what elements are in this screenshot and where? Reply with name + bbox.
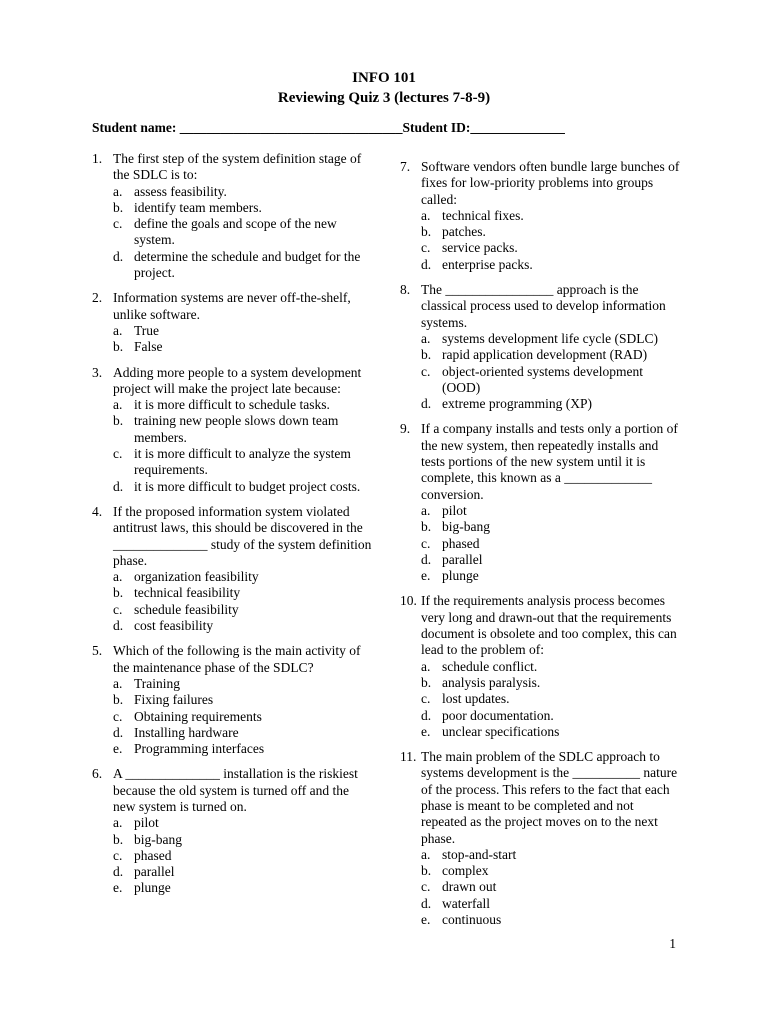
answer-option <box>113 676 374 692</box>
answer-options <box>421 331 682 412</box>
answer-options <box>421 659 682 740</box>
option-letter: b. <box>113 413 124 429</box>
answer-options <box>113 323 374 356</box>
question-stem: If the proposed information system violated antitrust laws, this should be discovered in the ______________ study of the system definition phase. <box>113 503 372 568</box>
option-letter: d. <box>113 478 124 494</box>
option-text: define the goals and scope of the new system. <box>134 216 337 248</box>
option-letter: c. <box>421 363 431 379</box>
option-text: Training <box>134 675 181 691</box>
answer-options <box>421 503 682 584</box>
option-letter: e. <box>421 723 431 739</box>
answer-option <box>421 396 682 412</box>
answer-option <box>421 224 682 240</box>
option-text: complex <box>442 863 489 879</box>
answer-option <box>113 741 374 757</box>
answer-options <box>113 815 374 896</box>
option-text: extreme programming (XP) <box>442 396 592 412</box>
answer-option <box>421 364 682 397</box>
option-letter: d. <box>421 256 432 272</box>
question-number: 8. <box>400 282 411 298</box>
answer-option <box>421 503 682 519</box>
option-letter: b. <box>421 674 432 690</box>
answer-option <box>113 848 374 864</box>
option-letter: e. <box>113 880 123 896</box>
option-letter: d. <box>421 707 432 723</box>
option-text: True <box>134 322 160 338</box>
answer-option <box>421 691 682 707</box>
option-text: determine the schedule and budget for the project. <box>134 248 361 281</box>
option-letter: b. <box>113 692 124 708</box>
option-letter: a. <box>113 183 123 199</box>
answer-option <box>113 249 374 282</box>
document-header <box>0 68 768 108</box>
question-number: 5. <box>92 643 103 659</box>
answer-option <box>421 331 682 347</box>
student-id-blank: ______________ <box>470 120 565 135</box>
answer-option <box>113 397 374 413</box>
answer-option <box>113 832 374 848</box>
answer-option <box>113 864 374 880</box>
question-item <box>400 159 682 273</box>
option-letter: b. <box>421 224 432 240</box>
option-letter: c. <box>113 847 123 863</box>
question-stem: Software vendors often bundle large bunches of fixes for low-priority problems into groups called: <box>421 159 680 207</box>
option-text: plunge <box>134 880 171 896</box>
option-letter: d. <box>421 551 432 567</box>
answer-option <box>421 675 682 691</box>
option-letter: c. <box>421 879 431 895</box>
option-letter: a. <box>421 207 431 223</box>
question-stem: Information systems are never off-the-shelf, unlike software. <box>113 290 351 322</box>
option-letter: a. <box>421 658 431 674</box>
option-text: Programming interfaces <box>134 741 265 757</box>
question-item <box>400 749 682 928</box>
answer-option <box>113 815 374 831</box>
option-text: parallel <box>134 864 175 880</box>
question-item <box>400 282 682 412</box>
option-text: big-bang <box>442 519 490 535</box>
answer-option <box>421 519 682 535</box>
answer-option <box>421 724 682 740</box>
answer-option <box>113 216 374 249</box>
option-text: it is more difficult to analyze the system requirements. <box>134 446 351 478</box>
question-item <box>92 365 374 495</box>
answer-option <box>113 880 374 896</box>
option-letter: b. <box>113 831 124 847</box>
answer-option <box>421 708 682 724</box>
question-item <box>92 290 374 355</box>
option-text: schedule feasibility <box>134 601 239 617</box>
answer-option <box>421 536 682 552</box>
page-number: 1 <box>669 936 676 951</box>
option-letter: d. <box>113 864 124 880</box>
option-text: waterfall <box>442 895 490 911</box>
option-text: enterprise packs. <box>442 256 533 272</box>
question-item <box>92 643 374 757</box>
question-stem: If the requirements analysis process becomes very long and drawn-out that the requirements document is obsolete and too complex, this can lead to the problem of: <box>421 593 677 658</box>
option-text: organization feasibility <box>134 569 259 585</box>
quiz-title: Reviewing Quiz 3 (lectures 7-8-9) <box>277 90 491 106</box>
option-letter: a. <box>421 502 431 518</box>
answer-option <box>421 240 682 256</box>
question-number: 3. <box>92 364 103 380</box>
option-text: technical feasibility <box>134 585 241 601</box>
question-stem: A ______________ installation is the riskiest because the old system is turned off and the new system is turned on. <box>113 766 358 814</box>
option-letter: a. <box>113 675 123 691</box>
student-name-blank: _________________________________ <box>179 120 403 135</box>
option-text: assess feasibility. <box>134 183 227 199</box>
option-text: systems development life cycle (SDLC) <box>442 330 658 346</box>
answer-option <box>113 479 374 495</box>
student-info-line <box>92 120 565 136</box>
question-stem: The main problem of the SDLC approach to systems development is the __________ nature of the process. This refers to the fact that each phase is meant to be completed and not repeated as the project moves on to the next phase. <box>421 749 678 846</box>
answer-options <box>113 676 374 757</box>
question-number: 6. <box>92 766 103 782</box>
answer-option <box>113 323 374 339</box>
answer-option <box>421 347 682 363</box>
course-code: INFO 101 <box>352 70 416 86</box>
student-id-label: Student ID: <box>402 120 471 135</box>
answer-option <box>421 257 682 273</box>
answer-option <box>113 618 374 634</box>
option-letter: a. <box>113 569 123 585</box>
option-letter: e. <box>113 741 123 757</box>
option-text: False <box>134 339 163 355</box>
question-stem: The first step of the system definition stage of the SDLC is to: <box>113 151 362 183</box>
question-number: 11. <box>400 749 417 765</box>
answer-option <box>421 896 682 912</box>
answer-option <box>421 847 682 863</box>
option-letter: b. <box>113 585 124 601</box>
question-stem: If a company installs and tests only a portion of the new system, then repeatedly installs and tests portions of the new system until it is complete, this known as a _____________ conversion. <box>421 421 678 502</box>
option-letter: d. <box>113 618 124 634</box>
left-column <box>92 151 374 906</box>
option-letter: c. <box>113 708 123 724</box>
answer-option <box>421 659 682 675</box>
option-letter: e. <box>421 912 431 928</box>
question-stem: The ________________ approach is the classical process used to develop information systems. <box>421 282 666 330</box>
answer-option <box>421 552 682 568</box>
answer-option <box>113 184 374 200</box>
option-text: continuous <box>442 912 502 928</box>
answer-option <box>113 200 374 216</box>
option-text: service packs. <box>442 240 518 256</box>
option-letter: a. <box>421 330 431 346</box>
answer-options <box>113 184 374 282</box>
option-letter: c. <box>113 446 123 462</box>
option-letter: b. <box>421 863 432 879</box>
option-text: training new people slows down team members. <box>134 413 339 445</box>
question-number: 4. <box>92 503 103 519</box>
answer-option <box>113 709 374 725</box>
option-text: big-bang <box>134 831 182 847</box>
option-letter: d. <box>113 724 124 740</box>
option-text: poor documentation. <box>442 707 554 723</box>
option-letter: c. <box>113 216 123 232</box>
option-text: identify team members. <box>134 199 262 215</box>
option-letter: c. <box>421 691 431 707</box>
answer-option <box>113 446 374 479</box>
option-letter: d. <box>113 248 124 264</box>
option-text: phased <box>442 535 480 551</box>
answer-option <box>113 585 374 601</box>
option-letter: d. <box>421 396 432 412</box>
option-letter: a. <box>421 846 431 862</box>
option-text: patches. <box>442 224 486 240</box>
answer-option <box>421 208 682 224</box>
option-text: pilot <box>134 815 159 831</box>
option-text: it is more difficult to schedule tasks. <box>134 397 330 413</box>
answer-option <box>113 569 374 585</box>
answer-options <box>113 397 374 495</box>
answer-option <box>113 413 374 446</box>
question-stem: Adding more people to a system development project will make the project late because: <box>113 364 362 396</box>
option-text: phased <box>134 847 172 863</box>
option-text: parallel <box>442 551 483 567</box>
option-text: it is more difficult to budget project costs. <box>134 478 361 494</box>
answer-option <box>113 692 374 708</box>
option-text: rapid application development (RAD) <box>442 347 648 363</box>
option-letter: a. <box>113 397 123 413</box>
option-text: drawn out <box>442 879 497 895</box>
option-text: schedule conflict. <box>442 658 538 674</box>
option-letter: e. <box>421 568 431 584</box>
answer-option <box>421 879 682 895</box>
answer-option <box>113 725 374 741</box>
answer-options <box>421 847 682 928</box>
answer-option <box>421 863 682 879</box>
option-letter: c. <box>113 601 123 617</box>
option-text: unclear specifications <box>442 723 560 739</box>
answer-options <box>421 208 682 273</box>
option-text: technical fixes. <box>442 207 524 223</box>
student-name-label: Student name: <box>92 120 180 135</box>
option-text: plunge <box>442 568 479 584</box>
option-text: Obtaining requirements <box>134 708 262 724</box>
question-item <box>92 151 374 281</box>
option-text: cost feasibility <box>134 618 214 634</box>
question-number: 2. <box>92 290 103 306</box>
option-letter: d. <box>421 895 432 911</box>
option-text: stop-and-start <box>442 846 517 862</box>
option-text: analysis paralysis. <box>442 674 541 690</box>
right-column <box>400 159 682 937</box>
question-item <box>92 766 374 896</box>
answer-option <box>113 339 374 355</box>
question-stem: Which of the following is the main activity of the maintenance phase of the SDLC? <box>113 643 361 675</box>
answer-option <box>113 602 374 618</box>
option-letter: b. <box>421 347 432 363</box>
option-letter: a. <box>113 815 123 831</box>
option-text: pilot <box>442 502 467 518</box>
option-letter: b. <box>113 339 124 355</box>
option-text: Installing hardware <box>134 724 239 740</box>
option-text: object-oriented systems development (OOD) <box>442 363 643 395</box>
option-letter: a. <box>113 322 123 338</box>
question-number: 10. <box>400 593 417 609</box>
answer-option <box>421 912 682 928</box>
option-letter: c. <box>421 535 431 551</box>
option-letter: b. <box>113 199 124 215</box>
option-text: lost updates. <box>442 691 510 707</box>
question-item <box>400 593 682 740</box>
question-item <box>92 504 374 634</box>
question-item <box>400 421 682 584</box>
option-letter: c. <box>421 240 431 256</box>
answer-option <box>421 568 682 584</box>
question-number: 7. <box>400 159 411 174</box>
question-number: 1. <box>92 151 103 166</box>
question-number: 9. <box>400 421 411 437</box>
option-letter: b. <box>421 519 432 535</box>
answer-options <box>113 569 374 634</box>
option-text: Fixing failures <box>134 692 214 708</box>
